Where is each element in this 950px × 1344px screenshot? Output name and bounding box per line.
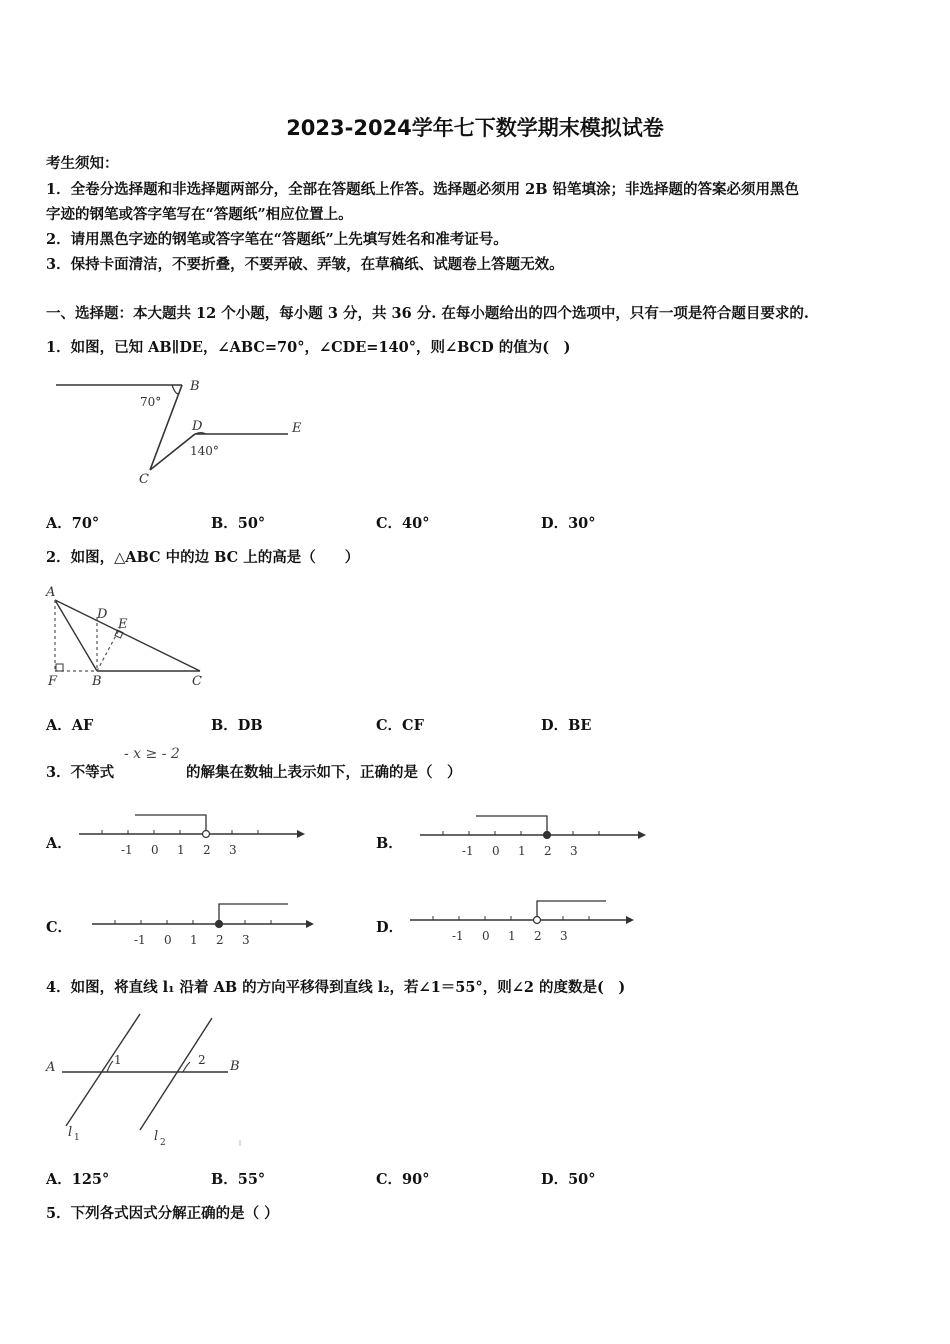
question-1-figure <box>40 370 320 495</box>
q1-option-a[interactable]: A．70° <box>46 515 100 532</box>
question-1-stem: 1．如图，已知 AB∥DE，∠ABC=70°，∠CDE=140°，则∠BCD 的值为( ) <box>46 339 571 356</box>
q3-number-line-c <box>88 898 318 953</box>
label-l1-subscript: 1 <box>74 1133 80 1143</box>
q2-option-d[interactable]: D．BE <box>541 717 592 734</box>
label-e: E <box>118 617 128 632</box>
tick-label: 0 <box>482 929 490 943</box>
tick-label: 1 <box>190 933 198 947</box>
tick-label: 1 <box>177 843 185 857</box>
notice-heading: 考生须知： <box>46 155 119 172</box>
question-3-stem-prefix: 3．不等式 <box>46 764 115 781</box>
notice-item-3: 3．保持卡面清洁，不要折叠，不要弄破、弄皱，在草稿纸、试题卷上答题无效。 <box>46 256 564 273</box>
q1-option-b[interactable]: B．50° <box>211 515 266 532</box>
q4-option-d[interactable]: D．50° <box>541 1171 596 1188</box>
label-f: F <box>48 674 58 689</box>
label-a: A <box>46 585 56 600</box>
q3-number-line-a <box>75 808 305 863</box>
q2-option-c[interactable]: C．CF <box>376 717 424 734</box>
angle-140-label: 140° <box>190 444 219 458</box>
tick-label: 0 <box>492 844 500 858</box>
tick-label: 3 <box>560 929 568 943</box>
q4-option-c[interactable]: C．90° <box>376 1171 430 1188</box>
question-4-figure <box>40 1008 255 1158</box>
q2-option-b[interactable]: B．DB <box>211 717 263 734</box>
q3-option-b[interactable]: B． <box>376 835 403 852</box>
question-2-figure <box>40 580 220 690</box>
q3-option-c[interactable]: C． <box>46 919 73 936</box>
notice-item-2: 2．请用黑色字迹的钢笔或答字笔在“答题纸”上先填写姓名和准考证号。 <box>46 231 508 248</box>
angle-2-label: 2 <box>198 1053 206 1067</box>
q4-option-a[interactable]: A．125° <box>46 1171 110 1188</box>
q4-option-b[interactable]: B．55° <box>211 1171 266 1188</box>
q2-option-a[interactable]: A．AF <box>46 717 94 734</box>
tick-label: 2 <box>216 933 224 947</box>
question-4-stem: 4．如图，将直线 l₁ 沿着 AB 的方向平移得到直线 l₂，若∠1＝55°，则∠2 的度数是( ) <box>46 979 626 996</box>
label-l2-subscript: 2 <box>160 1138 166 1148</box>
tick-label: 0 <box>164 933 172 947</box>
tick-label: 1 <box>518 844 526 858</box>
angle-70-label: 70° <box>140 395 162 409</box>
question-3-stem-suffix: 的解集在数轴上表示如下，正确的是（ ） <box>186 764 462 781</box>
notice-item-1-line-1: 1．全卷分选择题和非选择题两部分，全部在答题纸上作答。选择题必须用 2B 铅笔填涂；非选择题的答案必须用黑色 <box>46 181 800 198</box>
q3-option-a[interactable]: A． <box>46 835 72 852</box>
tick-label: -1 <box>452 929 464 943</box>
q3-option-d[interactable]: D． <box>376 919 404 936</box>
tick-label: 2 <box>203 843 211 857</box>
label-c: C <box>192 674 202 689</box>
label-a: A <box>46 1060 56 1075</box>
label-b: B <box>190 379 200 394</box>
tick-label: -1 <box>134 933 146 947</box>
label-c: C <box>139 472 149 487</box>
tick-label: 3 <box>229 843 237 857</box>
tick-label: -1 <box>121 843 133 857</box>
label-l1: l <box>68 1125 73 1140</box>
angle-1-label: 1 <box>114 1053 122 1067</box>
tick-label: 1 <box>508 929 516 943</box>
q1-option-c[interactable]: C．40° <box>376 515 430 532</box>
question-5-stem: 5．下列各式因式分解正确的是（ ） <box>46 1205 279 1222</box>
section-heading: 一、选择题：本大题共 12 个小题，每小题 3 分，共 36 分. 在每小题给出的四个选项中，只有一项是符合题目要求的. <box>46 305 809 322</box>
label-b: B <box>92 674 102 689</box>
label-d: D <box>97 607 108 622</box>
tick-label: 3 <box>570 844 578 858</box>
label-b: B <box>230 1059 240 1074</box>
label-e: E <box>292 421 302 436</box>
q3-number-line-b <box>416 809 646 864</box>
q1-option-d[interactable]: D．30° <box>541 515 596 532</box>
tick-label: 2 <box>534 929 542 943</box>
page-title: 2023-2024学年七下数学期末模拟试卷 <box>286 116 664 140</box>
label-l2: l <box>154 1129 159 1144</box>
question-2-stem: 2．如图，△ABC 中的边 BC 上的高是（ ） <box>46 549 360 566</box>
notice-item-1-line-2: 字迹的钢笔或答字笔写在“答题纸”相应位置上。 <box>46 206 353 223</box>
inequality-formula: - x ≥ - 2 <box>124 746 180 762</box>
tick-label: 2 <box>544 844 552 858</box>
tick-label: 3 <box>242 933 250 947</box>
label-d: D <box>192 419 203 434</box>
q3-number-line-d <box>406 894 638 949</box>
tick-label: 0 <box>151 843 159 857</box>
tick-label: -1 <box>462 844 474 858</box>
